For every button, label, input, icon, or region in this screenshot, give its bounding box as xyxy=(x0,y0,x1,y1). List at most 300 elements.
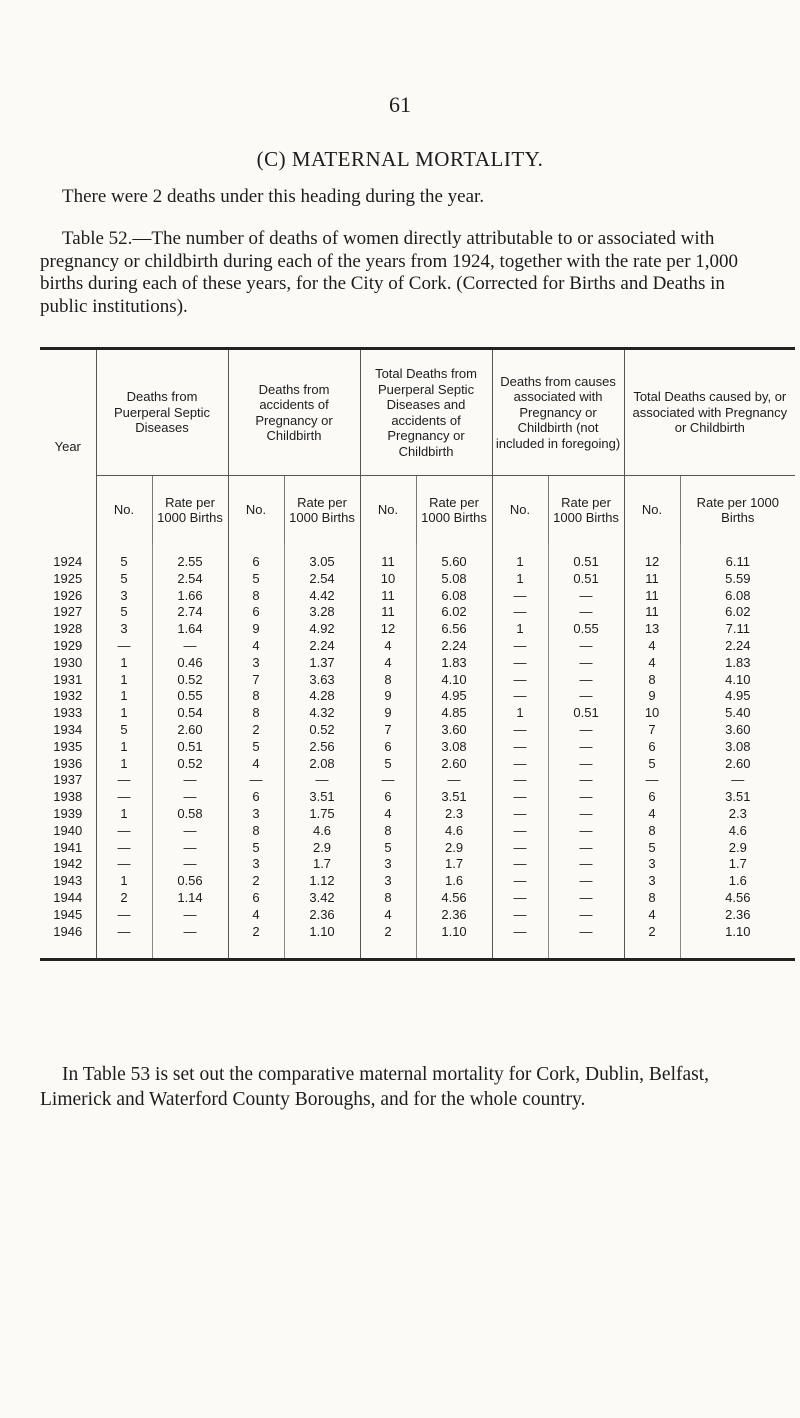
year-cell: 1943 xyxy=(53,873,83,889)
accident-no-cell: 8 xyxy=(228,705,284,722)
accident-rate-cell: 3.05 xyxy=(284,544,360,571)
grand-rate-cell: 7.11 xyxy=(680,621,795,638)
accident-rate-cell: 4.42 xyxy=(284,588,360,605)
table-row xyxy=(40,588,795,605)
total-rate-cell: 1.6 xyxy=(416,873,492,890)
assoc-rate-cell: — xyxy=(548,739,624,756)
grand-rate-cell: 2.60 xyxy=(680,756,795,773)
grand-no-cell: 9 xyxy=(624,688,680,705)
total-no-cell: 2 xyxy=(360,924,416,960)
table-row xyxy=(40,756,795,773)
year-cell: 1944 xyxy=(53,889,83,905)
grand-no-cell: 8 xyxy=(624,672,680,689)
septic-no-cell: 1 xyxy=(96,873,152,890)
group-header-total-septic-accidents: Total Deaths from Puerperal Septic Diseases and accidents of Pregnancy or Childbirth xyxy=(360,349,492,476)
grand-rate-cell: 5.40 xyxy=(680,705,795,722)
assoc-rate-cell: — xyxy=(548,672,624,689)
table-row xyxy=(40,789,795,806)
table-row xyxy=(40,823,795,840)
table-row xyxy=(40,722,795,739)
table-row xyxy=(40,924,795,960)
grand-rate-cell: 3.51 xyxy=(680,789,795,806)
year-header: Year xyxy=(40,349,96,545)
assoc-no-cell: — xyxy=(492,739,548,756)
septic-no-cell: 5 xyxy=(96,722,152,739)
assoc-rate-cell: 0.51 xyxy=(548,705,624,722)
accident-no-cell: 8 xyxy=(228,588,284,605)
septic-rate-cell: 0.54 xyxy=(152,705,228,722)
accident-no-cell: 3 xyxy=(228,655,284,672)
septic-no-cell: 1 xyxy=(96,705,152,722)
grand-no-cell: 11 xyxy=(624,604,680,621)
grand-rate-cell: 1.10 xyxy=(680,924,795,960)
accident-no-cell: 8 xyxy=(228,688,284,705)
grand-rate-cell: 6.08 xyxy=(680,588,795,605)
total-no-cell: 8 xyxy=(360,890,416,907)
accident-rate-cell: 4.32 xyxy=(284,705,360,722)
septic-no-cell: — xyxy=(96,772,152,789)
total-rate-cell: 4.6 xyxy=(416,823,492,840)
total-no-cell: 4 xyxy=(360,655,416,672)
assoc-rate-cell: — xyxy=(548,789,624,806)
table-row xyxy=(40,604,795,621)
septic-no-cell: 3 xyxy=(96,588,152,605)
table-row xyxy=(40,856,795,873)
septic-rate-cell: 0.55 xyxy=(152,688,228,705)
septic-rate-cell: — xyxy=(152,907,228,924)
total-no-cell: 9 xyxy=(360,688,416,705)
grand-rate-cell: 4.10 xyxy=(680,672,795,689)
assoc-rate-cell: — xyxy=(548,772,624,789)
septic-no-cell: 5 xyxy=(96,571,152,588)
assoc-rate-cell: — xyxy=(548,722,624,739)
year-cell: 1938 xyxy=(53,789,83,805)
accident-no-cell: 7 xyxy=(228,672,284,689)
total-rate-cell: 1.83 xyxy=(416,655,492,672)
total-no-cell: 3 xyxy=(360,856,416,873)
septic-rate-cell: — xyxy=(152,789,228,806)
total-rate-cell: 3.60 xyxy=(416,722,492,739)
assoc-no-cell: — xyxy=(492,604,548,621)
table-row xyxy=(40,571,795,588)
septic-rate-cell: 2.55 xyxy=(152,544,228,571)
total-no-cell: 7 xyxy=(360,722,416,739)
year-cell: 1925 xyxy=(53,570,83,586)
grand-no-cell: 12 xyxy=(624,544,680,571)
year-cell: 1928 xyxy=(53,621,83,637)
septic-no-cell: 2 xyxy=(96,890,152,907)
assoc-rate-cell: — xyxy=(548,756,624,773)
grand-no-cell: 13 xyxy=(624,621,680,638)
accident-rate-cell: 4.92 xyxy=(284,621,360,638)
septic-no-cell: 1 xyxy=(96,739,152,756)
grand-rate-cell: 6.02 xyxy=(680,604,795,621)
sub-header-rate: Rate per 1000 Births xyxy=(284,476,360,545)
assoc-no-cell: — xyxy=(492,806,548,823)
total-rate-cell: 5.08 xyxy=(416,571,492,588)
total-no-cell: 8 xyxy=(360,823,416,840)
grand-no-cell: 11 xyxy=(624,571,680,588)
sub-header-no: No. xyxy=(492,476,548,545)
accident-no-cell: 3 xyxy=(228,856,284,873)
assoc-rate-cell: — xyxy=(548,688,624,705)
septic-rate-cell: 2.74 xyxy=(152,604,228,621)
assoc-no-cell: 1 xyxy=(492,705,548,722)
accident-rate-cell: 1.10 xyxy=(284,924,360,960)
assoc-no-cell: 1 xyxy=(492,621,548,638)
total-rate-cell: 2.9 xyxy=(416,840,492,857)
total-rate-cell: 3.08 xyxy=(416,739,492,756)
accident-no-cell: 5 xyxy=(228,840,284,857)
accident-rate-cell: 1.75 xyxy=(284,806,360,823)
year-cell: 1939 xyxy=(53,805,83,821)
section-heading: (C) MATERNAL MORTALITY. xyxy=(256,147,544,171)
year-cell: 1937 xyxy=(53,772,83,788)
assoc-rate-cell: — xyxy=(548,890,624,907)
septic-rate-cell: 0.46 xyxy=(152,655,228,672)
sub-header-no: No. xyxy=(228,476,284,545)
grand-rate-cell: 3.60 xyxy=(680,722,795,739)
total-rate-cell: 4.10 xyxy=(416,672,492,689)
septic-no-cell: — xyxy=(96,856,152,873)
accident-rate-cell: — xyxy=(284,772,360,789)
assoc-no-cell: — xyxy=(492,772,548,789)
assoc-no-cell: — xyxy=(492,789,548,806)
septic-rate-cell: — xyxy=(152,840,228,857)
accident-rate-cell: 4.28 xyxy=(284,688,360,705)
maternal-mortality-table xyxy=(40,347,795,961)
total-no-cell: 3 xyxy=(360,873,416,890)
grand-rate-cell: — xyxy=(680,772,795,789)
assoc-no-cell: 1 xyxy=(492,571,548,588)
assoc-rate-cell: 0.51 xyxy=(548,571,624,588)
accident-rate-cell: 2.56 xyxy=(284,739,360,756)
septic-no-cell: 5 xyxy=(96,544,152,571)
accident-rate-cell: 2.9 xyxy=(284,840,360,857)
grand-rate-cell: 2.3 xyxy=(680,806,795,823)
total-no-cell: 11 xyxy=(360,588,416,605)
total-rate-cell: 6.56 xyxy=(416,621,492,638)
table-row xyxy=(40,544,795,571)
grand-no-cell: 6 xyxy=(624,789,680,806)
accident-rate-cell: 1.7 xyxy=(284,856,360,873)
assoc-rate-cell: — xyxy=(548,907,624,924)
accident-no-cell: 2 xyxy=(228,924,284,960)
accident-no-cell: 9 xyxy=(228,621,284,638)
year-cell: 1935 xyxy=(53,738,83,754)
septic-rate-cell: — xyxy=(152,823,228,840)
grand-no-cell: 4 xyxy=(624,655,680,672)
table-caption: Table 52.—The number of deaths of women directly attributable to or associated with pregnancy or childbirth during each of the years from 1924, together with the rate per 1,000 births during each of these years, for the City of Cork. (Corrected for Births and Deaths in public institutions). xyxy=(40,228,739,317)
assoc-no-cell: 1 xyxy=(492,544,548,571)
septic-no-cell: — xyxy=(96,789,152,806)
year-cell: 1929 xyxy=(53,637,83,653)
sub-header-rate: Rate per 1000 Births xyxy=(152,476,228,545)
assoc-rate-cell: — xyxy=(548,604,624,621)
accident-rate-cell: 3.51 xyxy=(284,789,360,806)
septic-no-cell: 1 xyxy=(96,688,152,705)
grand-rate-cell: 2.24 xyxy=(680,638,795,655)
grand-rate-cell: 3.08 xyxy=(680,739,795,756)
table-row xyxy=(40,739,795,756)
table-row xyxy=(40,672,795,689)
total-no-cell: 8 xyxy=(360,672,416,689)
accident-no-cell: 2 xyxy=(228,873,284,890)
septic-no-cell: 3 xyxy=(96,621,152,638)
sub-header-rate: Rate per 1000 Births xyxy=(680,476,795,545)
total-rate-cell: 3.51 xyxy=(416,789,492,806)
grand-no-cell: 6 xyxy=(624,739,680,756)
assoc-rate-cell: 0.55 xyxy=(548,621,624,638)
assoc-rate-cell: — xyxy=(548,638,624,655)
group-header-accidents: Deaths from accidents of Pregnancy or Childbirth xyxy=(228,349,360,476)
footer-text: In Table 53 is set out the comparative maternal mortality for Cork, Dublin, Belfast, Limerick and Waterford County Boroughs, and for the whole country. xyxy=(40,1064,710,1110)
total-rate-cell: 4.95 xyxy=(416,688,492,705)
total-no-cell: 6 xyxy=(360,739,416,756)
grand-no-cell: 7 xyxy=(624,722,680,739)
septic-no-cell: — xyxy=(96,840,152,857)
assoc-no-cell: — xyxy=(492,907,548,924)
total-rate-cell: 1.10 xyxy=(416,924,492,960)
grand-rate-cell: 1.6 xyxy=(680,873,795,890)
assoc-rate-cell: — xyxy=(548,655,624,672)
assoc-rate-cell: — xyxy=(548,924,624,960)
sub-header-rate: Rate per 1000 Births xyxy=(416,476,492,545)
total-no-cell: 4 xyxy=(360,806,416,823)
total-rate-cell: 2.36 xyxy=(416,907,492,924)
table-row xyxy=(40,638,795,655)
table-row xyxy=(40,772,795,789)
table-row xyxy=(40,873,795,890)
septic-rate-cell: 2.54 xyxy=(152,571,228,588)
total-no-cell: 6 xyxy=(360,789,416,806)
assoc-no-cell: — xyxy=(492,873,548,890)
table-body xyxy=(40,544,795,959)
assoc-no-cell: — xyxy=(492,856,548,873)
assoc-no-cell: — xyxy=(492,588,548,605)
accident-rate-cell: 2.08 xyxy=(284,756,360,773)
septic-rate-cell: — xyxy=(152,772,228,789)
year-cell: 1942 xyxy=(53,856,83,872)
grand-no-cell: 11 xyxy=(624,588,680,605)
grand-rate-cell: 1.83 xyxy=(680,655,795,672)
group-header-associated-causes: Deaths from causes associated with Pregnancy or Childbirth (not included in foregoing) xyxy=(492,349,624,476)
total-rate-cell: 2.60 xyxy=(416,756,492,773)
group-header-total-all: Total Deaths caused by, or associated with Pregnancy or Childbirth xyxy=(624,349,795,476)
assoc-no-cell: — xyxy=(492,840,548,857)
total-rate-cell: 4.85 xyxy=(416,705,492,722)
year-cell: 1946 xyxy=(40,924,96,960)
accident-rate-cell: 2.24 xyxy=(284,638,360,655)
accident-no-cell: 4 xyxy=(228,907,284,924)
accident-no-cell: 2 xyxy=(228,722,284,739)
total-rate-cell: 5.60 xyxy=(416,544,492,571)
accident-no-cell: 6 xyxy=(228,890,284,907)
accident-rate-cell: 1.37 xyxy=(284,655,360,672)
grand-rate-cell: 4.95 xyxy=(680,688,795,705)
accident-rate-cell: 3.42 xyxy=(284,890,360,907)
septic-rate-cell: — xyxy=(152,924,228,960)
accident-no-cell: 5 xyxy=(228,571,284,588)
table-row xyxy=(40,907,795,924)
assoc-no-cell: — xyxy=(492,672,548,689)
grand-rate-cell: 5.59 xyxy=(680,571,795,588)
septic-no-cell: — xyxy=(96,638,152,655)
accident-rate-cell: 2.36 xyxy=(284,907,360,924)
year-cell: 1936 xyxy=(53,755,83,771)
intro-text: There were 2 deaths under this heading during the year. xyxy=(62,186,485,207)
accident-no-cell: 5 xyxy=(228,739,284,756)
grand-rate-cell: 2.9 xyxy=(680,840,795,857)
total-no-cell: — xyxy=(360,772,416,789)
assoc-rate-cell: — xyxy=(548,856,624,873)
total-no-cell: 4 xyxy=(360,638,416,655)
group-header-row xyxy=(40,349,795,476)
assoc-no-cell: — xyxy=(492,688,548,705)
year-cell: 1945 xyxy=(53,906,83,922)
year-cell: 1934 xyxy=(53,721,83,737)
assoc-no-cell: — xyxy=(492,924,548,960)
year-cell: 1941 xyxy=(53,839,83,855)
total-rate-cell: 2.24 xyxy=(416,638,492,655)
grand-rate-cell: 2.36 xyxy=(680,907,795,924)
grand-no-cell: 3 xyxy=(624,873,680,890)
grand-rate-cell: 4.56 xyxy=(680,890,795,907)
septic-no-cell: — xyxy=(96,924,152,960)
table-row xyxy=(40,705,795,722)
septic-rate-cell: 1.14 xyxy=(152,890,228,907)
grand-no-cell: 2 xyxy=(624,924,680,960)
sub-header-no: No. xyxy=(360,476,416,545)
septic-rate-cell: — xyxy=(152,856,228,873)
grand-no-cell: — xyxy=(624,772,680,789)
accident-no-cell: 4 xyxy=(228,756,284,773)
assoc-no-cell: — xyxy=(492,655,548,672)
grand-no-cell: 4 xyxy=(624,806,680,823)
sub-header-rate: Rate per 1000 Births xyxy=(548,476,624,545)
group-header-puerperal-septic: Deaths from Puerperal Septic Diseases xyxy=(96,349,228,476)
accident-no-cell: 4 xyxy=(228,638,284,655)
septic-no-cell: — xyxy=(96,907,152,924)
septic-rate-cell: — xyxy=(152,638,228,655)
total-no-cell: 9 xyxy=(360,705,416,722)
table-row xyxy=(40,840,795,857)
assoc-no-cell: — xyxy=(492,890,548,907)
total-no-cell: 11 xyxy=(360,544,416,571)
septic-rate-cell: 0.56 xyxy=(152,873,228,890)
grand-no-cell: 4 xyxy=(624,907,680,924)
table-row xyxy=(40,806,795,823)
sub-header-row xyxy=(40,476,795,545)
grand-no-cell: 5 xyxy=(624,756,680,773)
grand-no-cell: 5 xyxy=(624,840,680,857)
septic-rate-cell: 0.51 xyxy=(152,739,228,756)
accident-rate-cell: 3.28 xyxy=(284,604,360,621)
total-rate-cell: — xyxy=(416,772,492,789)
total-no-cell: 12 xyxy=(360,621,416,638)
table-row xyxy=(40,621,795,638)
septic-rate-cell: 0.52 xyxy=(152,672,228,689)
year-cell: 1933 xyxy=(53,705,83,721)
total-no-cell: 5 xyxy=(360,840,416,857)
septic-no-cell: 1 xyxy=(96,806,152,823)
total-no-cell: 4 xyxy=(360,907,416,924)
accident-no-cell: 6 xyxy=(228,604,284,621)
septic-no-cell: 1 xyxy=(96,655,152,672)
grand-no-cell: 8 xyxy=(624,890,680,907)
septic-rate-cell: 1.66 xyxy=(152,588,228,605)
table-row xyxy=(40,890,795,907)
assoc-rate-cell: — xyxy=(548,588,624,605)
assoc-rate-cell: 0.51 xyxy=(548,544,624,571)
accident-no-cell: 6 xyxy=(228,789,284,806)
septic-no-cell: 1 xyxy=(96,672,152,689)
septic-no-cell: — xyxy=(96,823,152,840)
accident-rate-cell: 0.52 xyxy=(284,722,360,739)
year-cell: 1940 xyxy=(53,822,83,838)
accident-rate-cell: 3.63 xyxy=(284,672,360,689)
grand-rate-cell: 4.6 xyxy=(680,823,795,840)
year-cell: 1932 xyxy=(53,688,83,704)
total-no-cell: 10 xyxy=(360,571,416,588)
sub-header-no: No. xyxy=(624,476,680,545)
septic-no-cell: 5 xyxy=(96,604,152,621)
table-row xyxy=(40,655,795,672)
assoc-no-cell: — xyxy=(492,638,548,655)
accident-no-cell: 3 xyxy=(228,806,284,823)
septic-rate-cell: 2.60 xyxy=(152,722,228,739)
grand-no-cell: 3 xyxy=(624,856,680,873)
table-row xyxy=(40,688,795,705)
grand-no-cell: 10 xyxy=(624,705,680,722)
assoc-rate-cell: — xyxy=(548,840,624,857)
accident-rate-cell: 2.54 xyxy=(284,571,360,588)
total-rate-cell: 4.56 xyxy=(416,890,492,907)
total-rate-cell: 2.3 xyxy=(416,806,492,823)
accident-no-cell: 8 xyxy=(228,823,284,840)
accident-no-cell: — xyxy=(228,772,284,789)
year-cell: 1927 xyxy=(53,604,83,620)
year-cell: 1930 xyxy=(53,654,83,670)
accident-no-cell: 6 xyxy=(228,544,284,571)
page-number: 61 xyxy=(389,92,411,117)
grand-no-cell: 4 xyxy=(624,638,680,655)
accident-rate-cell: 1.12 xyxy=(284,873,360,890)
septic-rate-cell: 1.64 xyxy=(152,621,228,638)
grand-rate-cell: 1.7 xyxy=(680,856,795,873)
assoc-rate-cell: — xyxy=(548,873,624,890)
total-rate-cell: 6.02 xyxy=(416,604,492,621)
year-cell: 1924 xyxy=(53,554,83,569)
assoc-no-cell: — xyxy=(492,756,548,773)
total-rate-cell: 1.7 xyxy=(416,856,492,873)
septic-no-cell: 1 xyxy=(96,756,152,773)
total-no-cell: 5 xyxy=(360,756,416,773)
accident-rate-cell: 4.6 xyxy=(284,823,360,840)
assoc-no-cell: — xyxy=(492,823,548,840)
septic-rate-cell: 0.52 xyxy=(152,756,228,773)
grand-rate-cell: 6.11 xyxy=(680,544,795,571)
assoc-rate-cell: — xyxy=(548,823,624,840)
total-rate-cell: 6.08 xyxy=(416,588,492,605)
grand-no-cell: 8 xyxy=(624,823,680,840)
assoc-no-cell: — xyxy=(492,722,548,739)
septic-rate-cell: 0.58 xyxy=(152,806,228,823)
year-cell: 1931 xyxy=(53,671,83,687)
total-no-cell: 11 xyxy=(360,604,416,621)
assoc-rate-cell: — xyxy=(548,806,624,823)
year-cell: 1926 xyxy=(53,587,83,603)
